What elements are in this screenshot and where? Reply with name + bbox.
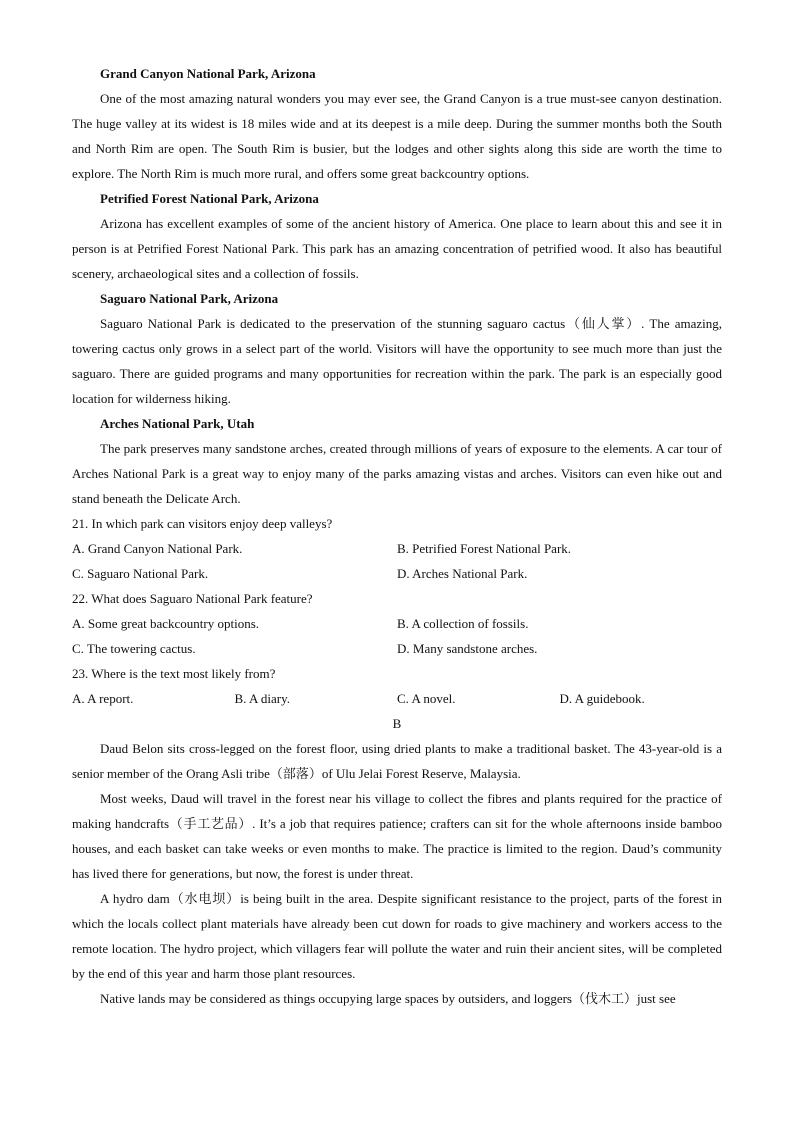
passage-b-paragraph-1: Daud Belon sits cross-legged on the forest floor, using dried plants to make a traditional basket. The 43-year-old is a senior member of the Orang Asli tribe（部落）of Ulu Jelai Forest Reserve, Malaysia. xyxy=(72,741,722,781)
question-22-option-a: A. Some great backcountry options. xyxy=(72,616,260,631)
section-title-arches: Arches National Park, Utah xyxy=(100,416,255,431)
question-22-option-c: C. The towering cactus. xyxy=(72,641,196,656)
passage-b-paragraph-2: Most weeks, Daud will travel in the forest near his village to collect the fibres and plants required for the practice of making handcrafts（手工艺品）. It’s a job that requires patience; crafters can sit for the whole afternoons inside bamboo houses, and each basket can take weeks or even months to make. The practice is limited to the region. Daud’s community has lived there for generations, but now, the forest is under threat. xyxy=(72,791,722,881)
passage-b-paragraph-4: Native lands may be considered as things occupying large spaces by outsiders, and loggers（伐木工）just see xyxy=(100,991,676,1006)
question-22-option-b: B. A collection of fossils. xyxy=(397,616,529,631)
question-22-options-row-2 xyxy=(72,636,722,661)
question-21-options-row-1 xyxy=(72,536,722,561)
question-21-option-c: C. Saguaro National Park. xyxy=(72,566,209,581)
section-body-grand-canyon: One of the most amazing natural wonders you may ever see, the Grand Canyon is a true must-see canyon destination. The huge valley at its widest is 18 miles wide and at its deepest is a mile deep. During the summer months both the South and North Rim are open. The South Rim is busier, but the lodges and other sights along this side are worth the time to explore. The North Rim is much more rural, and offers some great backcountry options. xyxy=(72,91,722,181)
question-23-options-row xyxy=(72,686,722,711)
question-21-options-row-2 xyxy=(72,561,722,586)
question-21-option-d: D. Arches National Park. xyxy=(397,566,528,581)
question-22-option-d: D. Many sandstone arches. xyxy=(397,641,538,656)
section-body-saguaro: Saguaro National Park is dedicated to the preservation of the stunning saguaro cactus（仙人掌）. The amazing, towering cactus only grows in a select part of the world. Visitors will have the opportunity to see much more than just the saguaro. There are guided programs and many opportunities for recreation within the park. The park is an especially good location for wilderness hiking. xyxy=(72,316,722,406)
question-23-option-c: C. A novel. xyxy=(397,691,456,706)
section-body-petrified-forest: Arizona has excellent examples of some of the ancient history of America. One place to learn about this and see it in person is at Petrified Forest National Park. This park has an amazing concentration of petrified wood. It also has beautiful scenery, archaeological sites and a collection of fossils. xyxy=(72,216,722,281)
question-21-option-a: A. Grand Canyon National Park. xyxy=(72,541,243,556)
question-22-options-row-1 xyxy=(72,611,722,636)
passage-b-paragraph-3: A hydro dam（水电坝）is being built in the area. Despite significant resistance to the project, parts of the forest in which the locals collect plant materials have already been cut down for roads to give machinery and workers access to the remote location. The hydro project, which villagers fear will pollute the water and ruin their ancient sites, will be completed by the end of this year and harm those plant resources. xyxy=(72,891,722,981)
section-title-saguaro: Saguaro National Park, Arizona xyxy=(100,291,279,306)
question-23-option-d: D. A guidebook. xyxy=(559,691,645,706)
passage-b-label: B xyxy=(392,716,402,731)
question-23-stem: 23. Where is the text most likely from? xyxy=(72,666,276,681)
section-body-arches: The park preserves many sandstone arches, created through millions of years of exposure to the elements. A car tour of Arches National Park is a great way to enjoy many of the parks amazing vistas and arches. Visitors can even hike out and stand beneath the Delicate Arch. xyxy=(72,441,722,506)
question-23-option-b: B. A diary. xyxy=(234,691,290,706)
question-23-option-a: A. A report. xyxy=(72,691,134,706)
document-page xyxy=(72,61,722,1011)
question-22-stem: 22. What does Saguaro National Park feature? xyxy=(72,591,313,606)
section-title-grand-canyon: Grand Canyon National Park, Arizona xyxy=(100,66,316,81)
question-21-option-b: B. Petrified Forest National Park. xyxy=(397,541,572,556)
section-title-petrified-forest: Petrified Forest National Park, Arizona xyxy=(100,191,319,206)
question-21-stem: 21. In which park can visitors enjoy deep valleys? xyxy=(72,516,333,531)
